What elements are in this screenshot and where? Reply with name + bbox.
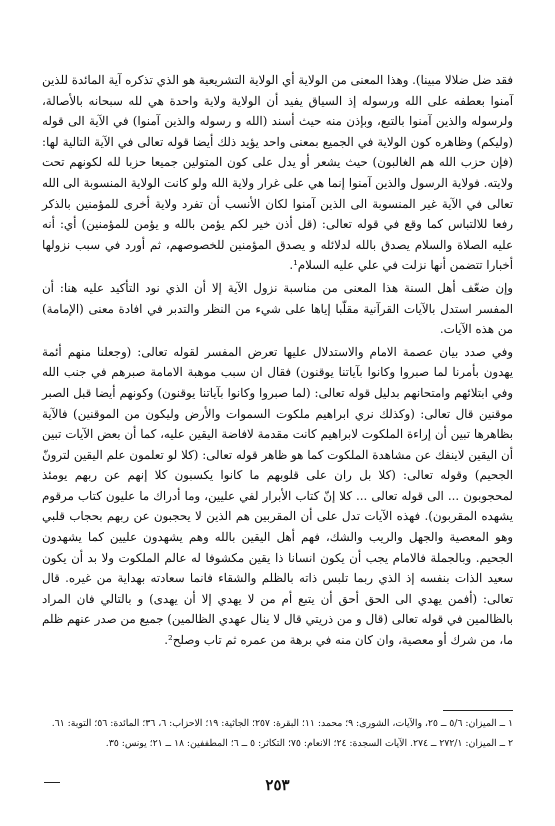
paragraph-1: فقد ضل ضلالا مبينا). وهذا المعنى من الولاية أي الولاية التشريعية هو الذي تذكره آية المائدة للذين آمنوا بعطفه على الله ورسوله إذ السياق يفيد أن الولاية ولاية واحدة هي لله سبحانه بالأصالة، ولرسوله والذين آمنوا بالتبع، وبإذن منه حيث أسند (الله و رسوله والذين آمنوا) في الآية الى قوله (وليكم) وظاهره كون الولاية في الجميع بمعنى واحد يؤيد ذلك أيضا قوله تعالى في الآية التالية لها: (فإن حزب الله هم الغالبون) حيث يشعر أو يدل على كون المتولين جميعا حزبا لله لكونهم تحت ولايته. فولاية الرسول والذين آمنوا إنما هي على غرار ولاية الله ولو كانت الولاية المنسوبة الى الله تعالى في الآية غير المنسوبة الى الذين آمنوا لكان الأنسب أن تفرد ولاية أخرى للمؤمنين بالذكر رفعا للالتباس كما وقع في قوله تعالى: (قل أذن خير لكم يؤمن بالله و يؤمن للمؤمنين) أي: أنه عليه الصلاة والسلام يصدق بالله لدلائله و يصدق المؤمنين للخصوصهم، ثم أورد في سبب نزولها أخبارا تتضمن أنها نزلت في علي عليه السلام¹. bbox=[42, 73, 513, 273]
footnote-separator bbox=[443, 710, 513, 711]
footnote-1: ١ ــ الميزان: ٥/٦ ــ ٢٥، والآيات، الشورى: ٩؛ محمد: ١١؛ البقرة: ٢٥٧؛ الجاثية: ١٩؛ الاحزاب: ٦، ٣٦؛ المائدة: ٥٦؛ التوبة: ٦١. bbox=[51, 718, 513, 729]
paragraph-2: وإن ضعّف أهل السنة هذا المعنى من مناسبة نزول الآية إلا أن الذي نود التأكيد عليه هنا: أن المفسر استدل بالآيات القرآنية مقلّبا إياها على شيء من النظر والتدبر في افادة معنى (الإمامة) من هذه الآيات. bbox=[42, 280, 513, 337]
paragraph-3: وفي صدد بيان عصمة الامام والاستدلال عليها تعرض المفسر لقوله تعالى: (وجعلنا منهم أئمة يهدون بأمرنا لما صبروا وكانوا بآياتنا يوقنون) فقال ان سبب موهبة الامامة صبرهم في جنب الله وفي ابتلائهم وامتحانهم بدليل قوله تعالى: (لما صبروا وكانوا بآياتنا يوقنون) وكونهم أيضا قبل الصبر موقنين قال تعالى: (وكذلك نري ابراهيم ملكوت السموات والأرض وليكون من الموقنين) فالآية بظاهرها تبين أن إراءة الملكوت لابراهيم كانت مقدمة لافاضة اليقين عليه، كما أن بعض الآيات تبين أن اليقين لاينفك عن مشاهدة الملكوت كما هو ظاهر قوله تعالى: (كلا لو تعلمون علم اليقين لترونّ الجحيم) وقوله تعالى: (كلا بل ران على قلوبهم ما كانوا يكسبون كلا إنهم عن ربهم يومئذ لمحجوبون ... الى قوله تعالى ... كلا إنّ كتاب الأبرار لفي عليين، وما أدراك ما عليون كتاب مرقوم يشهده المقربون). فهذه الآيات تدل على أن المقربين هم الذين لا يحجبون عن ربهم بحجاب قلبي وهو المعصية والجهل والريب والشك، فهم أهل اليقين بالله وهم يشهدون عليين كما يشهدون الجحيم. وبالجملة فالامام يجب أن يكون انسانا ذا يقين مكشوفا له عالم الملكوت ولا بد أن يكون سعيد الذات بنفسه إذ الذي ربما تلبس ذاته بالظلم والشقاء فانما سعادته بهداية من غيره. قال تعالى: (أفمن يهدي الى الحق أحق أن يتبع أم من لا يهدي إلا أن يهدى) و بالتالي فان المراد بالظالمين في قوله تعالى (قال و من ذريتي قال لا ينال عهدي الظالمين) جميع من صدر عنهم ظلم ما، من شرك أو معصية، وان كان منه في برهة من عمره ثم تاب وصلح². bbox=[42, 344, 513, 648]
page-number: ٢٥٣ bbox=[265, 776, 290, 794]
footnotes bbox=[42, 716, 513, 752]
footnote-2: ٢ ــ الميزان: ٢٧٢/١ ــ ٢٧٤. الآيات السجدة: ٢٤؛ الانعام: ٧٥؛ التكاثر: ٥ ــ ٦؛ المطففين: ١٨ ــ ٢١؛ يونس: ٣٥. bbox=[105, 738, 513, 749]
main-text bbox=[42, 70, 513, 651]
